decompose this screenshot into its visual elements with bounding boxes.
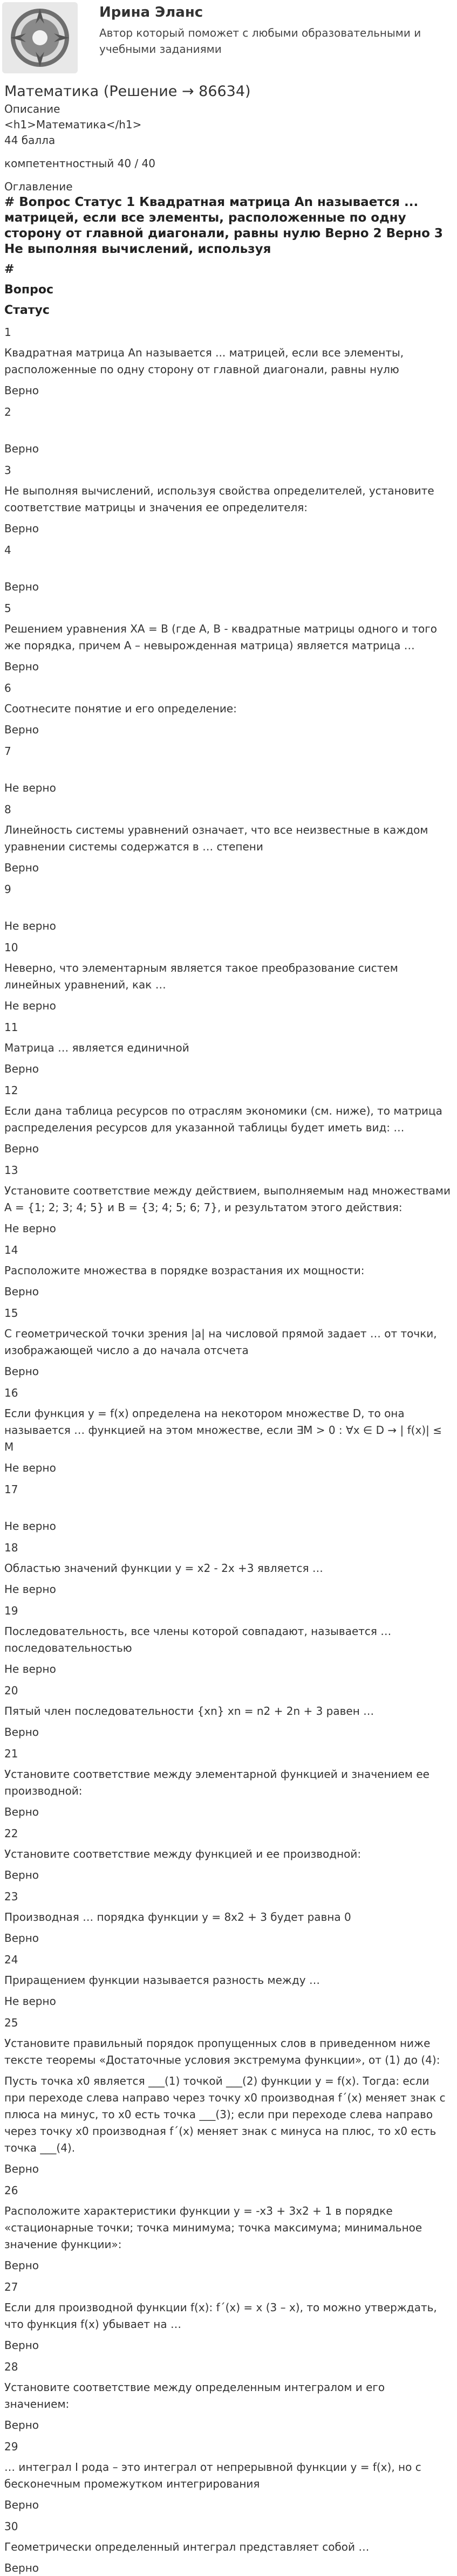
question-number: 26: [4, 2184, 18, 2197]
list-item: [4, 1305, 453, 1379]
competence-value: компетентностный 40 / 40: [4, 157, 155, 170]
question-number: 7: [4, 745, 11, 758]
question-number: 13: [4, 1164, 18, 1177]
meta-block: [4, 101, 453, 195]
question-number: 20: [4, 1684, 18, 1697]
question-status: Верно: [4, 2561, 39, 2574]
question-number: 29: [4, 2440, 18, 2453]
question-text: Областью значений функции y = x2 - 2x +3 является …: [4, 1562, 323, 1575]
question-status: Не верно: [4, 1222, 56, 1235]
list-item: [4, 2182, 453, 2273]
question-status: Верно: [4, 522, 39, 535]
question-number: 6: [4, 682, 11, 695]
list-item: [4, 881, 453, 934]
question-number: 16: [4, 1386, 18, 1399]
question-status: Не верно: [4, 1583, 56, 1596]
question-status: Верно: [4, 1365, 39, 1378]
toc-label: Оглавление: [4, 180, 73, 193]
list-item: [4, 404, 453, 457]
question-text-extra: Пусть точка x0 является ___(1) точкой ___(2) функции y = f(x). Тогда: если при переходе слева направо через точку x0 производная f´(x) меняет знак с плюса на минус, то x0 есть точка ___(3); если при переходе слева направо через точку x0 производная f´(x) меняет знак с минуса на плюс, то x0 есть точка ___(4).: [4, 2074, 446, 2154]
question-status: Не верно: [4, 919, 56, 932]
question-image-placeholder: [4, 420, 453, 436]
question-number: 25: [4, 2016, 18, 2029]
question-number: 12: [4, 1084, 18, 1097]
question-image-placeholder: [4, 1497, 453, 1514]
question-status: Не верно: [4, 999, 56, 1012]
list-item: [4, 2518, 453, 2576]
question-status: Не верно: [4, 1663, 56, 1675]
list-item: [4, 1746, 453, 1820]
question-text: Пятый член последовательности {xn} xn = n2 + 2n + 3 равен …: [4, 1705, 374, 1718]
score-value: 44 балла: [4, 134, 56, 147]
question-number: 9: [4, 883, 11, 896]
question-status: Верно: [4, 660, 39, 673]
question-status: Верно: [4, 1142, 39, 1155]
author-name: Ирина Эланс: [99, 4, 203, 20]
toc-heading: # Вопрос Статус 1 Квадратная матрица An называется ... матрицей, если все элементы, расположенные по одну сторону от главной диагонали, равны нулю Верно 2 Верно 3 Не выполняя вычислений, используя: [4, 195, 443, 256]
question-text: Установите соответствие между функцией и ее производной:: [4, 1847, 361, 1860]
question-image-placeholder: [4, 759, 453, 775]
list-item: [4, 542, 453, 595]
question-text: Соотнесите понятие и его определение:: [4, 702, 237, 715]
question-status: Верно: [4, 1285, 39, 1298]
list-item: [4, 2359, 453, 2433]
question-number: 30: [4, 2520, 18, 2533]
question-number: 28: [4, 2360, 18, 2373]
question-text: Установите правильный порядок пропущенных слов в приведенном ниже тексте теоремы «Достаточные условия экстремума функции», от (1) до (4):: [4, 2037, 440, 2066]
list-item: [4, 1082, 453, 1157]
question-number: 10: [4, 941, 18, 954]
question-number: 8: [4, 803, 11, 816]
list-item: [4, 743, 453, 796]
question-number: 17: [4, 1483, 18, 1496]
question-text: Приращением функции называется разность между …: [4, 1974, 320, 1987]
description-value: <h1>Математика</h1>: [4, 118, 142, 131]
column-header-num: #: [4, 263, 15, 276]
question-text: Геометрически определенный интеграл представляет собой …: [4, 2540, 370, 2553]
question-text: … интеграл I рода – это интеграл от непрерывной функции y = f(x), но с бесконечным промежутком интегрирования: [4, 2461, 421, 2490]
question-text: Решением уравнения XA = B (где A, B - квадратные матрицы одного и того же порядка, причем A – невырожденная матрица) является матрица …: [4, 622, 437, 652]
question-text: Неверно, что элементарным является такое преобразование систем линейных уравнений, как …: [4, 961, 398, 991]
question-image-placeholder: [4, 558, 453, 574]
question-status: Верно: [4, 1869, 39, 1881]
question-text: Матрица … является единичной: [4, 1041, 189, 1054]
list-item: [4, 1242, 453, 1300]
list-item: [4, 324, 453, 399]
question-text: Последовательность, все члены которой совпадают, называется … последовательностью: [4, 1625, 392, 1654]
question-image-placeholder: [4, 897, 453, 913]
question-text: Установите соответствие между действием, выполняемым над множествами A = {1; 2; 3; 4; 5} и B = {3; 4; 5; 6; 7}, и результатом этого действия:: [4, 1184, 451, 1214]
list-item: [4, 939, 453, 1014]
question-number: 15: [4, 1307, 18, 1320]
question-number: 19: [4, 1604, 18, 1617]
question-status: Верно: [4, 2259, 39, 2272]
list-item: [4, 1162, 453, 1237]
question-number: 4: [4, 544, 11, 557]
question-number: 3: [4, 464, 11, 477]
list-item: [4, 1682, 453, 1740]
list-item: [4, 1019, 453, 1077]
question-status: Верно: [4, 2162, 39, 2175]
question-number: 14: [4, 1244, 18, 1256]
question-text: Если для производной функции f(x): f´(x) = x (3 – x), то можно утверждать, что функция f(x) убывает на …: [4, 2301, 437, 2331]
question-status: Верно: [4, 1726, 39, 1739]
question-number: 23: [4, 1890, 18, 1903]
list-item: [4, 1888, 453, 1946]
page-title: Математика (Решение → 86634): [4, 83, 251, 100]
list-item: [4, 1540, 453, 1597]
question-status: Не верно: [4, 1461, 56, 1474]
author-avatar: [2, 2, 78, 73]
list-item: [4, 2438, 453, 2513]
question-status: Верно: [4, 1062, 39, 1075]
question-status: Не верно: [4, 1995, 56, 2008]
list-item: [4, 600, 453, 675]
question-text: С геометрической точки зрения |a| на числовой прямой задает … от точки, изображающей число a до начала отсчета: [4, 1327, 437, 1357]
question-number: 18: [4, 1541, 18, 1554]
question-text: Производная … порядка функции y = 8x2 + 3 будет равна 0: [4, 1911, 351, 1924]
question-number: 21: [4, 1747, 18, 1760]
question-number: 22: [4, 1827, 18, 1840]
question-status: Не верно: [4, 781, 56, 794]
list-item: [4, 1603, 453, 1677]
question-text: Линейность системы уравнений означает, что все неизвестные в каждом уравнении системы содержатся в … степени: [4, 823, 428, 853]
question-text: Квадратная матрица An называется ... матрицей, если все элементы, расположенные по одну сторону от главной диагонали, равны нулю: [4, 346, 404, 376]
list-item: [4, 801, 453, 876]
question-status: Верно: [4, 861, 39, 874]
question-number: 24: [4, 1953, 18, 1966]
question-number: 1: [4, 326, 11, 339]
question-text: Расположите множества в порядке возрастания их мощности:: [4, 1264, 365, 1277]
question-text: Установите соответствие между определенным интегралом и его значением:: [4, 2381, 385, 2410]
question-number: 11: [4, 1021, 18, 1034]
question-status: Верно: [4, 1932, 39, 1945]
question-number: 2: [4, 406, 11, 418]
question-number: 27: [4, 2280, 18, 2293]
question-status: Верно: [4, 723, 39, 736]
question-status: Верно: [4, 2498, 39, 2511]
question-status: Верно: [4, 384, 39, 397]
description-label: Описание: [4, 102, 60, 115]
question-list: [4, 324, 453, 2576]
question-text: Если функция y = f(x) определена на некотором множестве D, то она называется … функцией на этом множестве, если ∃M > 0 : ∀x ∈ D → | f(x)| ≤ M: [4, 1407, 442, 1453]
question-text: Не выполняя вычислений, используя свойства определителей, установите соответствие матрицы и значения ее определителя:: [4, 484, 434, 514]
question-text: Расположите характеристики функции y = -x3 + 3x2 + 1 в порядке «стационарные точки; точка минимума; точка максимума; минимальное значение функции»:: [4, 2204, 422, 2251]
column-header-question: Вопрос: [4, 283, 53, 297]
list-item: [4, 462, 453, 537]
question-status: Верно: [4, 2339, 39, 2352]
author-description: Автор который поможет с любыми образовательными и учебными заданиями: [99, 26, 421, 56]
author-header: [0, 0, 457, 75]
question-number: 5: [4, 602, 11, 615]
list-item: [4, 1952, 453, 2009]
question-status: Верно: [4, 580, 39, 593]
list-item: [4, 2279, 453, 2353]
question-status: Не верно: [4, 1520, 56, 1533]
question-text: Установите соответствие между элементарной функцией и значением ее производной:: [4, 1768, 429, 1797]
question-status: Верно: [4, 1805, 39, 1818]
list-item: [4, 1825, 453, 1883]
question-status: Верно: [4, 2419, 39, 2431]
list-item: [4, 680, 453, 738]
list-item: [4, 1481, 453, 1534]
question-status: Верно: [4, 442, 39, 455]
column-header-status: Статус: [4, 304, 50, 317]
list-item: [4, 2015, 453, 2177]
question-text: Если дана таблица ресурсов по отраслям экономики (см. ниже), то матрица распределения ресурсов для указанной таблицы будет иметь вид: …: [4, 1104, 442, 1134]
list-item: [4, 1385, 453, 1476]
